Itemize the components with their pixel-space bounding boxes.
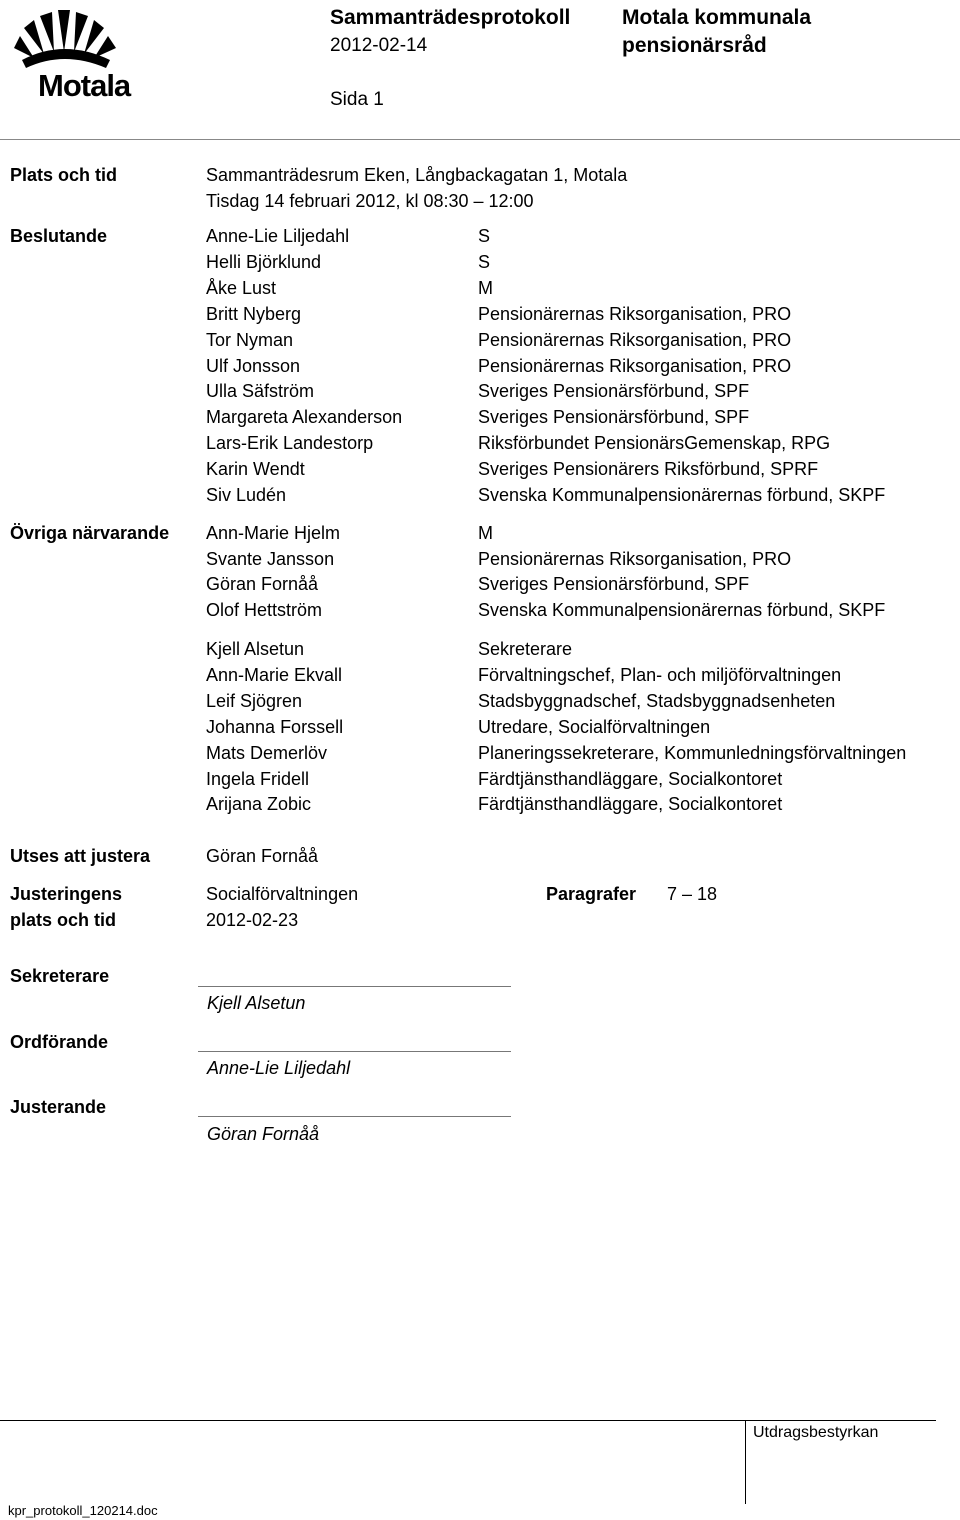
person-name: Siv Ludén — [206, 485, 287, 505]
person-affiliation: Sveriges Pensionärsförbund, SPF — [478, 574, 750, 595]
justering-date: 2012-02-23 — [206, 910, 299, 930]
person-affiliation: Pensionärernas Riksorganisation, PRO — [478, 548, 792, 569]
signature-name-ordforande: Anne-Lie Liljedahl — [207, 1058, 351, 1078]
person-affiliation: Sveriges Pensionärsförbund, SPF — [478, 407, 750, 428]
signature-label-sekreterare: Sekreterare — [10, 966, 110, 986]
footer-filename: kpr_protokoll_120214.doc — [8, 1503, 158, 1518]
person-name: Åke Lust — [206, 277, 277, 298]
person-name: Johanna Forssell — [206, 716, 344, 737]
person-affiliation: Stadsbyggnadschef, Stadsbyggnadsenheten — [478, 690, 836, 711]
person-name: Svante Jansson — [206, 548, 335, 569]
organization-name-line1: Motala kommunala — [622, 6, 812, 29]
signature-label-justerande: Justerande — [10, 1097, 107, 1117]
logo-wordmark: Motala — [38, 68, 131, 103]
person-name: Ulf Jonsson — [206, 355, 301, 376]
page-number: Sida 1 — [330, 89, 384, 110]
signature-name-justerande: Göran Fornåå — [207, 1124, 320, 1144]
person-name: Helli Björklund — [206, 251, 322, 272]
header-divider — [0, 139, 960, 140]
person-name: Anne-Lie Liljedahl — [206, 226, 350, 246]
justering-label-line1: Justeringens — [10, 884, 123, 904]
person-name: Ann-Marie Ekvall — [206, 664, 343, 685]
paragrafer-value: 7 – 18 — [667, 884, 718, 904]
person-name: Mats Demerlöv — [206, 742, 328, 763]
person-affiliation: Färdtjänsthandläggare, Socialkontoret — [478, 794, 783, 815]
person-affiliation: Svenska Kommunalpensionärernas förbund, SKPF — [478, 600, 886, 621]
utses-label: Utses att justera — [10, 846, 151, 866]
utses-value: Göran Fornåå — [206, 846, 319, 866]
justering-label-line2: plats och tid — [10, 910, 117, 930]
footer-vertical-divider — [745, 1420, 746, 1504]
person-affiliation: Svenska Kommunalpensionärernas förbund, SKPF — [478, 485, 886, 505]
person-name: Ingela Fridell — [206, 768, 310, 789]
document-title: Sammanträdesprotokoll — [330, 6, 571, 29]
signature-label-ordforande: Ordförande — [10, 1032, 109, 1052]
person-affiliation: Utredare, Socialförvaltningen — [478, 716, 711, 737]
person-affiliation: M — [478, 523, 493, 543]
person-name: Olof Hettström — [206, 600, 323, 621]
person-affiliation: M — [478, 277, 493, 298]
person-name: Kjell Alsetun — [206, 639, 305, 659]
person-name: Ann-Marie Hjelm — [206, 523, 341, 543]
ovriga-label: Övriga närvarande — [10, 523, 170, 543]
person-affiliation: Pensionärernas Riksorganisation, PRO — [478, 303, 792, 324]
person-affiliation: Sveriges Pensionärsförbund, SPF — [478, 381, 750, 402]
motala-logo — [12, 8, 130, 104]
organization-name-line2: pensionärsråd — [622, 34, 767, 57]
person-name: Ulla Säfström — [206, 381, 315, 402]
plats-line1: Sammanträdesrum Eken, Långbackagatan 1, Motala — [206, 165, 628, 185]
person-name: Arijana Zobic — [206, 794, 312, 815]
person-affiliation: Planeringssekreterare, Kommunledningsförvaltningen — [478, 742, 907, 763]
person-name: Leif Sjögren — [206, 690, 303, 711]
footer-divider — [0, 1420, 936, 1421]
person-name: Tor Nyman — [206, 329, 294, 350]
signature-line-ordforande — [198, 1051, 511, 1052]
signature-line-sekreterare — [198, 986, 511, 987]
beslutande-label: Beslutande — [10, 226, 108, 246]
person-name: Margareta Alexanderson — [206, 407, 403, 428]
person-affiliation: Sveriges Pensionärers Riksförbund, SPRF — [478, 459, 819, 480]
paragrafer-label: Paragrafer — [546, 884, 637, 904]
person-affiliation: S — [478, 226, 491, 246]
person-affiliation: Sekreterare — [478, 639, 573, 659]
person-name: Lars-Erik Landestorp — [206, 433, 374, 454]
signature-line-justerande — [198, 1116, 511, 1117]
document-date: 2012-02-14 — [330, 35, 428, 56]
person-name: Göran Fornåå — [206, 574, 319, 595]
person-name: Karin Wendt — [206, 459, 305, 480]
justering-place: Socialförvaltningen — [206, 884, 359, 904]
person-affiliation: S — [478, 251, 491, 272]
plats-line2: Tisdag 14 februari 2012, kl 08:30 – 12:00 — [206, 191, 534, 211]
signature-name-sekreterare: Kjell Alsetun — [207, 993, 306, 1013]
plats-label: Plats och tid — [10, 165, 118, 185]
utdragsbestyrkan-label: Utdragsbestyrkan — [753, 1424, 879, 1441]
person-affiliation: Färdtjänsthandläggare, Socialkontoret — [478, 768, 783, 789]
person-affiliation: Pensionärernas Riksorganisation, PRO — [478, 329, 792, 350]
person-affiliation: Riksförbundet PensionärsGemenskap, RPG — [478, 433, 831, 454]
person-affiliation: Förvaltningschef, Plan- och miljöförvaltningen — [478, 664, 842, 685]
person-affiliation: Pensionärernas Riksorganisation, PRO — [478, 355, 792, 376]
person-name: Britt Nyberg — [206, 303, 302, 324]
